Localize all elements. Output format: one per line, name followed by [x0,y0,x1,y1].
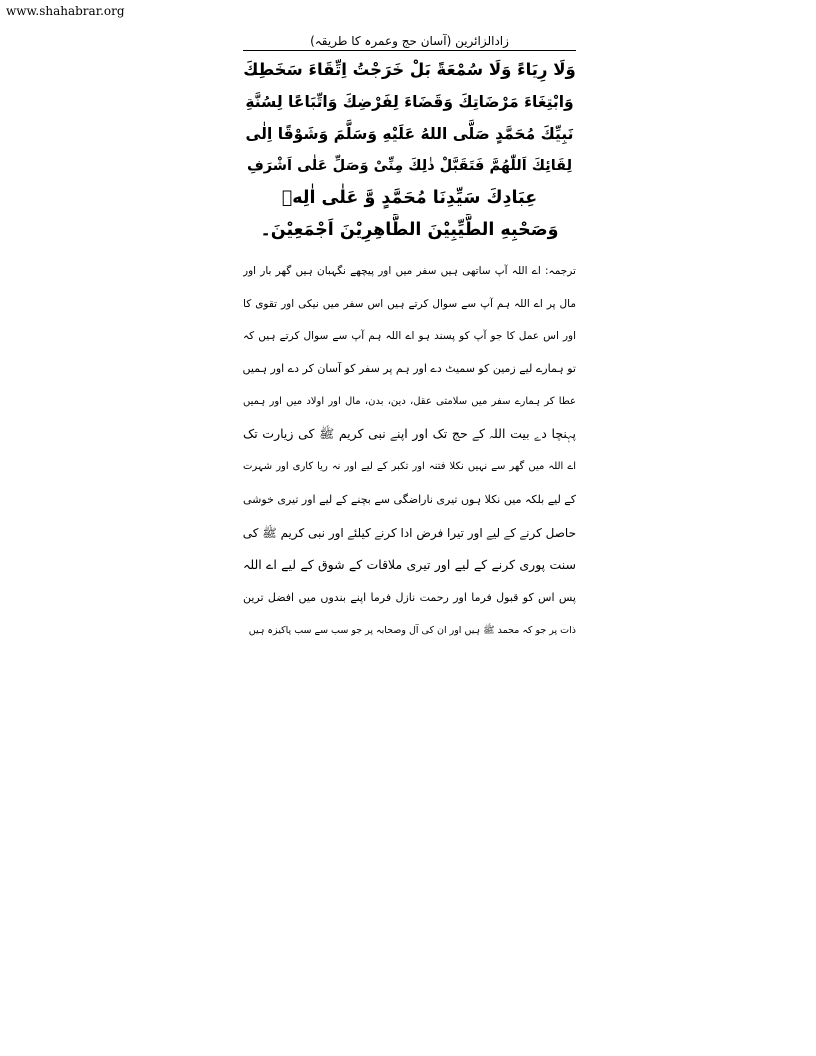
arabic-dua [243,54,576,246]
arabic-line: عِبَادِكَ سَيِّدِنَا مُحَمَّدٍ وَّ عَلٰى اٰلِهٖ [281,188,538,208]
translation-line: اے اللہ میں گھر سے نہیں نکلا فتنہ اور تکبر کے لیے اور نہ ریا کاری اور شہرت [243,461,576,473]
header-rule [243,50,576,51]
translation-line: مال پر اے اللہ ہم آپ سے سوال کرتے ہیں اس سفر میں نیکی اور تقوی کا [243,297,576,310]
arabic-line: وَصَحْبِهِ الطَّيِّبِيْنَ الطَّاهِرِيْنَ اَجْمَعِيْنَ۔ [260,220,559,240]
arabic-line: وَابْتِغَاءَ مَرْضَاتِكَ وَقَضَاءَ لِفَرْضِكَ وَاتِّبَاعًا لِسُنَّةِ [245,93,574,111]
translation-line: ترجمہ: اے اللہ آپ ساتھی ہیں سفر میں اور پیچھے نگہبان ہیں گھر بار اور [243,265,576,277]
running-header: زادالزائرین (آسان حج وعمرہ کا طریقہ) [310,34,509,48]
translation-line: حاصل کرنے کے لیے اور تیرا فرض ادا کرنے کیلئے اور نبی کریم ﷺ کی [243,525,576,540]
translation-line: کے لیے بلکہ میں نکلا ہوں تیری ناراضگی سے بچنے کے لیے اور تیری خوشی [243,492,576,506]
translation-line: عطا کر ہمارے سفر میں سلامتی عقل، دین، بدن، مال اور اولاد میں اور ہمیں [243,395,576,407]
translation-line: اور اس عمل کا جو آپ کو پسند ہو اے اللہ ہم آپ سے سوال کرتے ہیں کہ [243,330,576,343]
translation-line: ذات پر جو کہ محمد ﷺ ہیں اور ان کی آل وصحابہ پر جو سب سے سب پاکیزہ ہیں [248,624,576,636]
urdu-translation [243,255,576,647]
arabic-line: نَبِيِّكَ مُحَمَّدٍ صَلَّى اللهُ عَلَيْهِ وَسَلَّمَ وَشَوْقًا اِلٰى [245,125,574,143]
translation-line: پس اس کو قبول فرما اور رحمت نازل فرما اپنے بندوں میں افضل ترین [243,590,576,604]
site-url: www.shahabrar.org [6,4,125,18]
translation-line: سنت پوری کرنے کے لیے اور تیری ملاقات کے شوق کے لیے اے اللہ [243,557,576,573]
translation-line: پہنچا دے بیت اللہ کے حج تک اور اپنے نبی کریم ﷺ کی زیارت تک [243,426,576,442]
arabic-line: وَلَا رِيَاءً وَلَا سُمْعَةً بَلْ خَرَجْتُ اِتِّقَاءَ سَخَطِكَ [243,60,576,79]
translation-line: تو ہمارے لیے زمین کو سمیٹ دے اور ہم پر سفر کو آسان کر دے اور ہمیں [243,362,576,376]
arabic-line: لِقَائِكَ اَللّٰهُمَّ فَتَقَبَّلْ ذٰلِكَ مِنِّىْ وَصَلِّ عَلٰى اَشْرَفِ [246,158,573,174]
